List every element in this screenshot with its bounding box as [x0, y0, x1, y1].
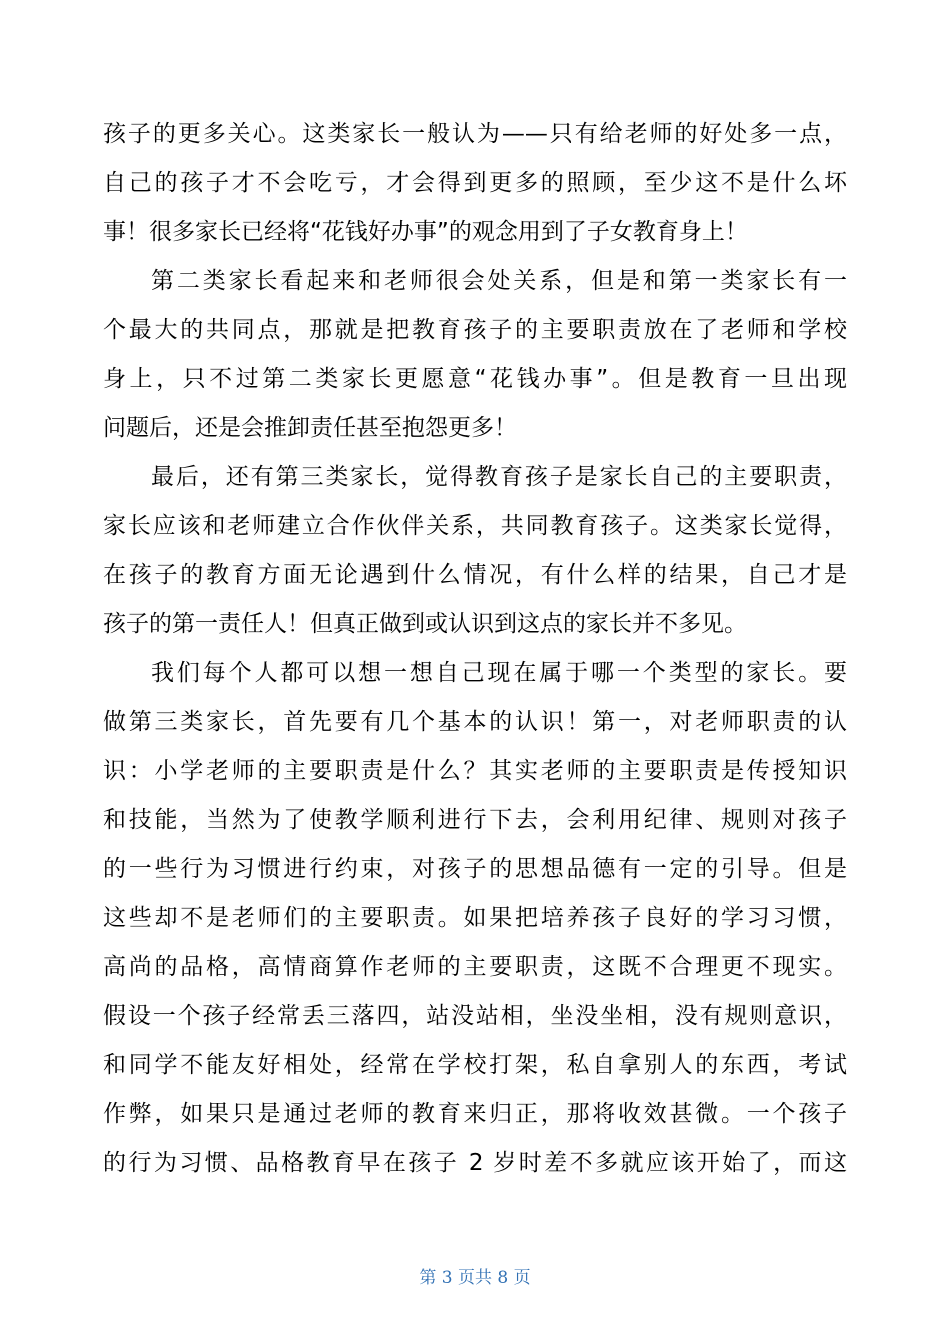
text-line: 做第三类家长，首先要有几个基本的认识！第一，对老师职责的认 — [103, 709, 847, 735]
page-number-footer: 第 3 页共 8 页 — [419, 1268, 531, 1288]
text-line: 识：小学老师的主要职责是什么？其实老师的主要职责是传授知识 — [103, 758, 847, 784]
text-line: 孩子的第一责任人！但真正做到或认识到这点的家长并不多见。 — [103, 611, 747, 637]
text-line: 孩子的更多关心。这类家长一般认为——只有给老师的好处多一点， — [103, 121, 847, 147]
text-line: 高尚的品格，高情商算作老师的主要职责，这既不合理更不现实。 — [103, 954, 847, 980]
text-line: 身上，只不过第二类家长更愿意“花钱办事”。但是教育一旦出现 — [103, 366, 847, 392]
text-line: 作弊，如果只是通过老师的教育来归正，那将收效甚微。一个孩子 — [103, 1101, 847, 1127]
paragraph-first-line: 最后，还有第三类家长，觉得教育孩子是家长自己的主要职责， — [151, 464, 847, 490]
text-line: 的一些行为习惯进行约束，对孩子的思想品德有一定的引导。但是 — [103, 856, 847, 882]
text-line: 事！很多家长已经将“花钱好办事”的观念用到了子女教育身上！ — [103, 219, 748, 245]
paragraph-first-line: 我们每个人都可以想一想自己现在属于哪一个类型的家长。要 — [151, 660, 847, 686]
text-line: 的行为习惯、品格教育早在孩子 2 岁时差不多就应该开始了，而这 — [103, 1150, 847, 1176]
text-line: 假设一个孩子经常丢三落四，站没站相，坐没坐相，没有规则意识， — [103, 1003, 847, 1029]
text-line: 和技能，当然为了使教学顺利进行下去，会利用纪律、规则对孩子 — [103, 807, 847, 833]
text-line: 家长应该和老师建立合作伙伴关系，共同教育孩子。这类家长觉得， — [103, 513, 847, 539]
body-text — [103, 110, 847, 1188]
text-line: 和同学不能友好相处，经常在学校打架，私自拿别人的东西，考试 — [103, 1052, 847, 1078]
text-line: 问题后，还是会推卸责任甚至抱怨更多！ — [103, 415, 517, 441]
text-line: 这些却不是老师们的主要职责。如果把培养孩子良好的学习习惯， — [103, 905, 847, 931]
text-line: 自己的孩子才不会吃亏，才会得到更多的照顾，至少这不是什么坏 — [103, 170, 847, 196]
paragraph-first-line: 第二类家长看起来和老师很会处关系，但是和第一类家长有一 — [151, 268, 847, 294]
text-line: 个最大的共同点，那就是把教育孩子的主要职责放在了老师和学校 — [103, 317, 847, 343]
text-line: 在孩子的教育方面无论遇到什么情况，有什么样的结果，自己才是 — [103, 562, 847, 588]
